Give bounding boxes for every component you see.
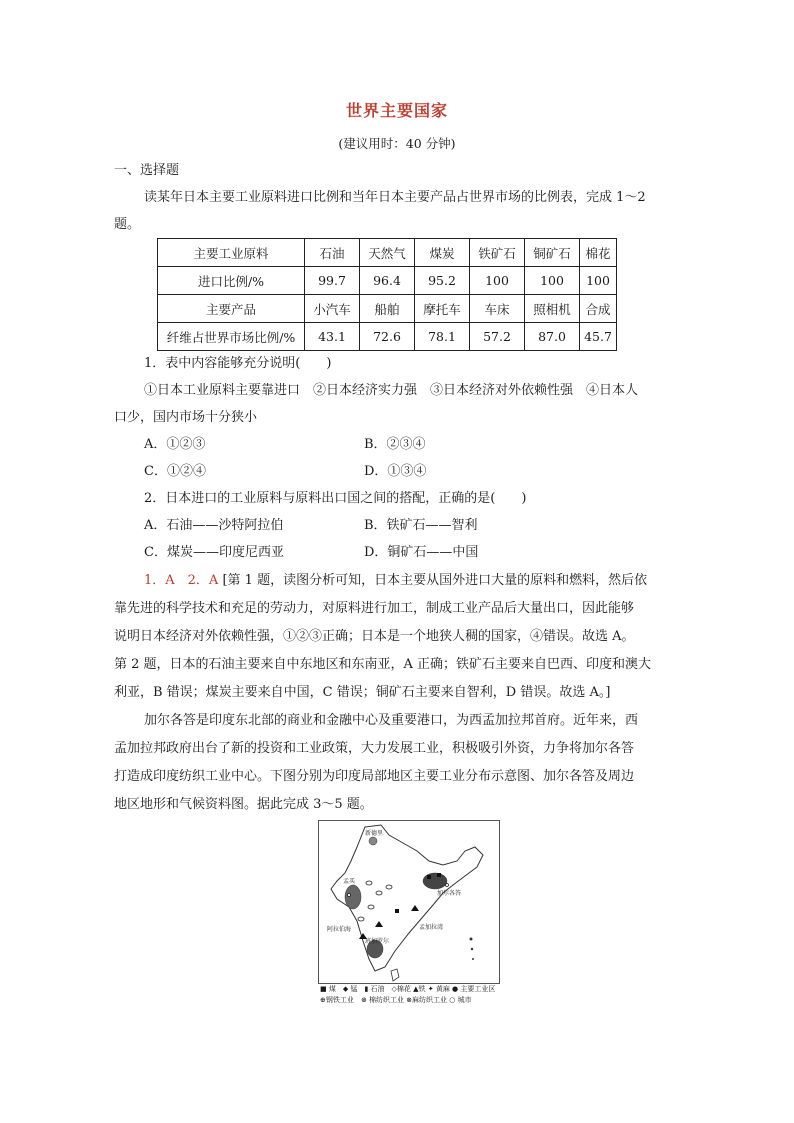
question-1-statements-1: ①日本工业原料主要靠进口 ②日本经济实力强 ③日本经济对外依赖性强 ④日本人 <box>144 383 639 398</box>
question-1-option-d: D．①③④ <box>364 464 427 479</box>
table-row <box>158 295 617 323</box>
data-table <box>157 238 617 351</box>
table-cell: 43.1 <box>305 323 360 351</box>
map-label-arabian-sea: 阿拉伯海 <box>327 926 352 933</box>
map-legend-line-2: ⊕钢铁工业 ⊛ 棉纺织工业 ⊗麻纺织工业 ○ 城市 <box>320 996 472 1004</box>
table-row <box>158 323 617 351</box>
map-legend-line-1: ■ 煤 ◆ 锰 ▮ 石油 ◇棉花 ▲铁 ✦ 黄麻 ● 主要工业区 <box>320 985 496 993</box>
question-2-stem: 2．日本进口的工业原料与原料出口国之间的搭配，正确的是( ) <box>144 491 527 506</box>
table-cell: 45.7 <box>580 323 617 351</box>
passage-line-2: 孟加拉邦政府出台了新的投资和工业政策，大力发展工业，积极吸引外资，力争将加尔各答 <box>114 741 635 756</box>
question-1-statements-2: 口少，国内市场十分狭小 <box>114 410 258 425</box>
table-cell: 100 <box>470 267 525 295</box>
table-cell: 铜矿石 <box>525 239 580 267</box>
map-graphic <box>319 821 499 983</box>
table-cell: 小汽车 <box>305 295 360 323</box>
question-2-option-b: B．铁矿石——智利 <box>364 518 478 533</box>
city-symbol <box>348 894 351 897</box>
industrial-region-kolkata <box>423 873 447 889</box>
answer-keys: 1．A 2．A <box>144 573 219 588</box>
table-cell: 煤炭 <box>415 239 470 267</box>
table-cell: 87.0 <box>525 323 580 351</box>
map-label-kolkata: 加尔各答 <box>437 890 462 897</box>
map-label-mumbai: 孟买 <box>343 878 356 885</box>
answer-line-4: 第 2 题，日本的石油主要来自中东地区和东南亚，A 正确；铁矿石主要来自巴西、印度和澳大 <box>114 657 652 672</box>
intro-line-1: 读某年日本主要工业原料进口比例和当年日本主要产品占世界市场的比例表，完成 1～2 <box>144 190 646 205</box>
table-cell: 78.1 <box>415 323 470 351</box>
andaman-island <box>472 958 474 960</box>
table-cell: 95.2 <box>415 267 470 295</box>
map-label-bangalore: 班加罗尔 <box>365 938 390 945</box>
table-cell: 主要产品 <box>158 295 305 323</box>
table-cell: 100 <box>580 267 617 295</box>
table-row <box>158 239 617 267</box>
map-label-new-delhi: 新德里 <box>365 830 384 837</box>
question-1-option-c: C．①②④ <box>144 464 206 479</box>
answer-line-5: 利亚，B 错误；煤炭主要来自中国，C 错误；铜矿石主要来自智利，D 错误。故选 A。] <box>114 685 611 700</box>
table-cell: 100 <box>525 267 580 295</box>
answer-line-3: 说明日本经济对外依赖性强，①②③正确；日本是一个地狭人稠的国家，④错误。故选 A。 <box>114 629 635 644</box>
answer-line-2: 靠先进的科学技术和充足的劳动力，对原料进行加工，制成工业产品后大量出口，因此能够 <box>114 601 635 616</box>
table-cell: 96.4 <box>360 267 415 295</box>
table-cell: 船舶 <box>360 295 415 323</box>
table-cell: 照相机 <box>525 295 580 323</box>
india-industry-map <box>318 820 500 984</box>
passage-line-4: 地区地形和气候资料图。据此完成 3～5 题。 <box>114 797 373 812</box>
table-cell: 摩托车 <box>415 295 470 323</box>
question-1-stem: 1．表中内容能够充分说明( ) <box>144 356 332 371</box>
table-cell: 99.7 <box>305 267 360 295</box>
table-cell: 进口比例/% <box>158 267 305 295</box>
andaman-island <box>471 948 473 950</box>
page-title: 世界主要国家 <box>345 101 448 120</box>
table-row <box>158 267 617 295</box>
question-1-option-a: A．①②③ <box>144 437 206 452</box>
table-cell: 合成 <box>580 295 617 323</box>
sri-lanka <box>391 969 399 981</box>
table-cell: 主要工业原料 <box>158 239 305 267</box>
answer-explanation-start: [第 1 题，读图分析可知，日本主要从国外进口大量的原料和燃料，然后依 <box>222 573 648 588</box>
andaman-island <box>470 938 473 941</box>
question-2-option-c: C．煤炭——印度尼西亚 <box>144 545 284 560</box>
table-cell: 天然气 <box>360 239 415 267</box>
question-1-option-b: B．②③④ <box>364 437 426 452</box>
city-symbol <box>446 884 449 887</box>
coal-symbol <box>427 875 431 879</box>
answer-line-1 <box>144 567 724 594</box>
section-heading: 一、选择题 <box>114 163 180 178</box>
table-cell: 车床 <box>470 295 525 323</box>
question-2-option-a: A．石油——沙特阿拉伯 <box>144 518 284 533</box>
question-2-option-d: D．铜矿石——中国 <box>364 545 479 560</box>
passage-line-1: 加尔各答是印度东北部的商业和金融中心及重要港口，为西孟加拉邦首府。近年来，西 <box>144 713 639 728</box>
industrial-region-mumbai <box>345 885 361 909</box>
table-cell: 57.2 <box>470 323 525 351</box>
industrial-zone-new-delhi <box>369 837 377 845</box>
table-cell: 石油 <box>305 239 360 267</box>
intro-line-2: 题。 <box>114 217 141 232</box>
map-label-bay-of-bengal: 孟加拉湾 <box>419 924 444 931</box>
table-cell: 72.6 <box>360 323 415 351</box>
table-cell: 纤维占世界市场比例/% <box>158 323 305 351</box>
coal-symbol <box>395 909 399 913</box>
table-cell: 棉花 <box>580 239 617 267</box>
page-subtitle: (建议用时：40 分钟) <box>338 136 456 151</box>
table-cell: 铁矿石 <box>470 239 525 267</box>
coal-symbol <box>437 873 441 877</box>
passage-line-3: 打造成印度纺织工业中心。下图分别为印度局部地区主要工业分布示意图、加尔各答及周边 <box>114 769 635 784</box>
